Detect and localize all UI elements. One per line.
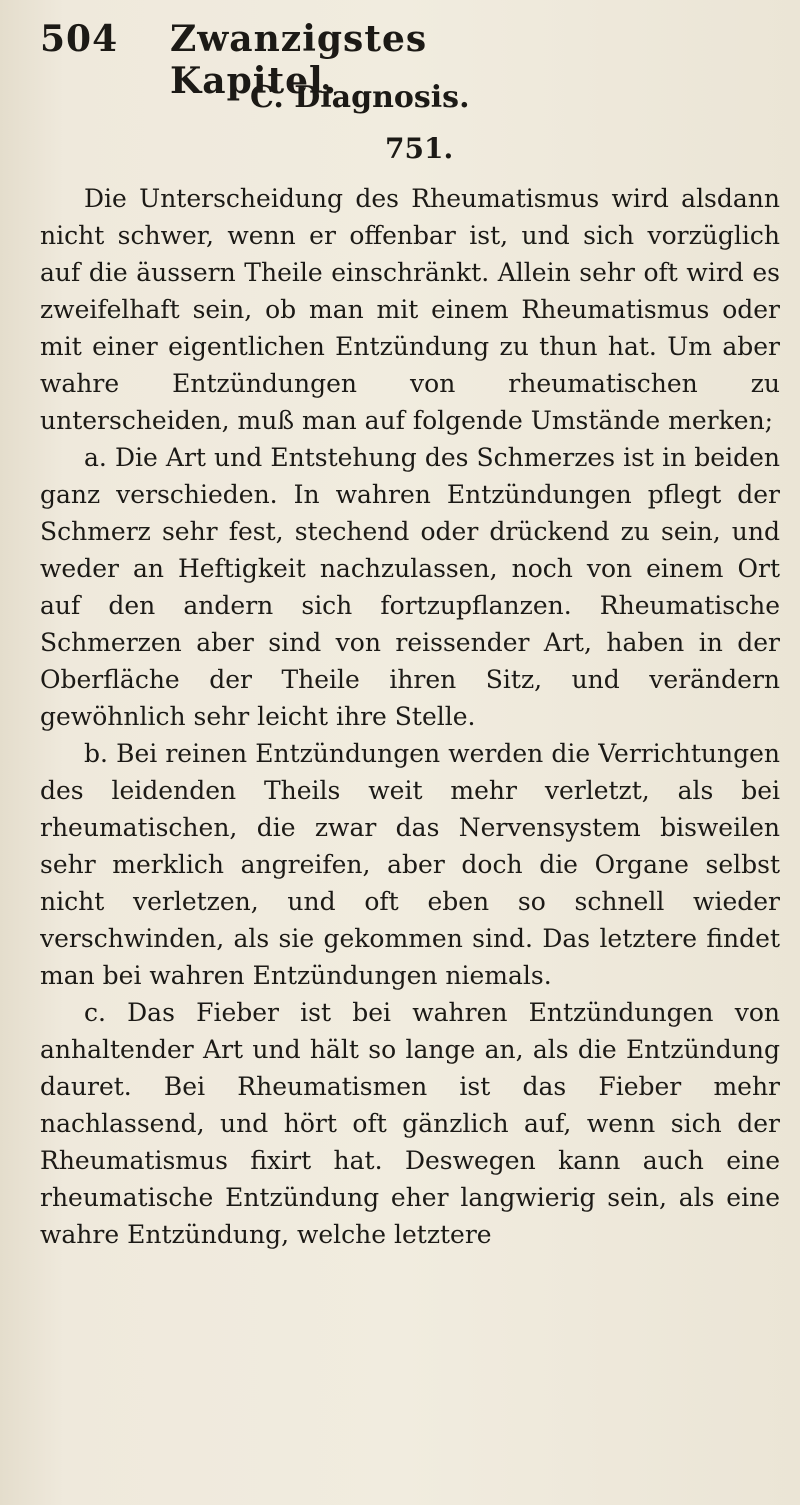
- paragraph-intro: Die Unterscheidung des Rheumatismus wird alsdann nicht schwer, wenn er offenbar ist, und sich vorzüglich auf die äussern Theile einschränkt. Allein sehr oft wird es zweifelhaft sein, ob man mit einem Rheumatismus oder mit einer eigentlichen Entzündung zu thun hat. Um aber wahre Entzündungen von rheumatischen zu unterscheiden, muß man auf folgende Umstände merken;: [40, 184, 780, 435]
- section-heading: C. Diagnosis.: [250, 80, 470, 115]
- body-text: [40, 180, 780, 1490]
- chapter-title: Zwanzigstes Kapitel.: [170, 18, 428, 102]
- page-number: 504: [40, 18, 119, 60]
- section-number: 751.: [385, 132, 454, 165]
- paragraph-c: c. Das Fieber ist bei wahren Entzündungen von anhaltender Art und hält so lange an, als die Entzündung dauret. Bei Rheumatismen ist das Fieber mehr nachlassend, und hört oft gänzlich auf, wenn sich der Rheumatismus fixirt hat. Deswegen kann auch eine rheumatische Entzündung eher langwierig sein, als eine wahre Entzündung, welche letztere: [40, 998, 780, 1249]
- paragraph-b: b. Bei reinen Entzündungen werden die Verrichtungen des leidenden Theils weit mehr verletzt, als bei rheumatischen, die zwar das Nervensystem bisweilen sehr merklich angreifen, aber doch die Organe selbst nicht verletzen, und oft eben so schnell wieder verschwinden, als sie gekommen sind. Das letztere findet man bei wahren Entzündungen niemals.: [40, 739, 780, 990]
- paragraph-a: a. Die Art und Entstehung des Schmerzes ist in beiden ganz verschieden. In wahren Entzündungen pflegt der Schmerz sehr fest, stechend oder drückend zu sein, und weder an Heftigkeit nachzulassen, noch von einem Ort auf den andern sich fortzupflanzen. Rheumatische Schmerzen aber sind von reissender Art, haben in der Oberfläche der Theile ihren Sitz, und verändern gewöhnlich sehr leicht ihre Stelle.: [40, 443, 780, 731]
